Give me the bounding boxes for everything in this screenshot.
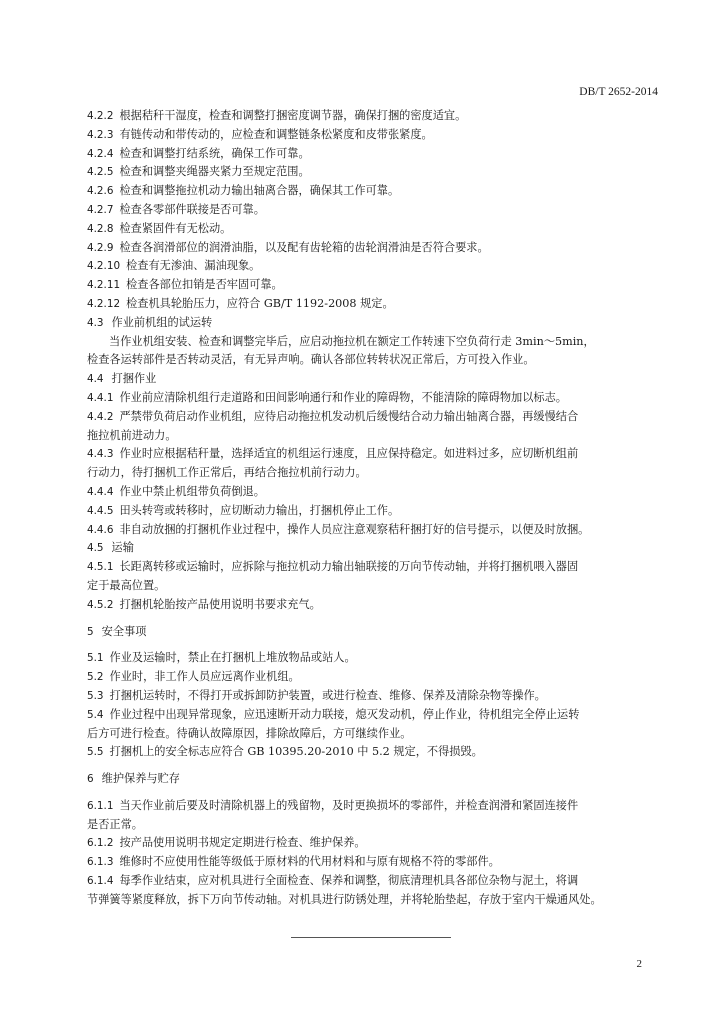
clause-text: 检查各部位扣销是否牢固可靠。 (126, 278, 283, 292)
text-line (87, 351, 657, 370)
clause-number: 4.4.5 (87, 504, 114, 517)
clause-number: 4.5 (87, 542, 104, 555)
clause-text: 维护保养与贮存 (101, 772, 180, 786)
clause-number: 5.1 (87, 652, 104, 665)
clause-text: 行动力，待打捆机工作正常后，再结合拖拉机前行动力。 (87, 466, 367, 480)
section-heading (87, 770, 657, 789)
clause-text: 检查和调整夹绳器夹紧力至规定范围。 (119, 165, 310, 179)
section-gap (87, 641, 657, 649)
text-line (87, 239, 657, 258)
clause-text: 检查各零部件联接是否可靠。 (119, 202, 265, 216)
clause-text: 运输 (111, 541, 134, 555)
text-line (87, 558, 657, 577)
clause-text: 每季作业结束，应对机具进行全面检查、保养和调整，彻底清理机具各部位杂物与泥土，将调 (119, 874, 579, 888)
clause-text: 作业前应清除机组行走道路和田间影响通行和作业的障碍物，不能清除的障碍物加以标志。 (119, 390, 567, 404)
text-line (87, 853, 657, 872)
text-line (87, 464, 657, 483)
clause-text: 田头转弯或转移时，应切断动力输出，打捆机停止工作。 (119, 503, 400, 517)
clause-text: 作业过程中出现异常现象，应迅速断开动力联接，熄灭发动机，停止作业，待机组完全停止运转 (109, 707, 580, 721)
clause-number: 4.2.10 (87, 260, 121, 273)
clause-text: 打捆机运转时，不得打开或拆卸防护装置，或进行检查、维修、保养及清除杂物等操作。 (109, 688, 546, 702)
clause-number: 4.2.12 (87, 297, 121, 310)
clause-number: 5.3 (87, 689, 104, 702)
clause-number: 4.2.7 (87, 203, 114, 216)
text-line (87, 596, 657, 615)
clause-number: 5 (87, 625, 94, 638)
clause-text: 拖拉机前进动力。 (87, 428, 177, 442)
clause-number: 4.5.2 (87, 598, 114, 611)
clause-number: 4.4 (87, 373, 104, 386)
clause-text: 检查和调整拖拉机动力输出轴离合器，确保其工作可靠。 (119, 184, 400, 198)
clause-text: 检查各运转部件是否转动灵活，有无异声响。确认各部位转转状况正常后，方可投入作业。 (87, 353, 535, 367)
clause-text: 有链传动和带传动的，应检查和调整链条松紧度和皮带张紧度。 (119, 127, 433, 141)
clause-text: 是否正常。 (87, 817, 143, 831)
section-heading (87, 623, 657, 642)
clause-text: 打捆机轮胎按产品使用说明书要求充气。 (119, 597, 321, 611)
text-line (87, 706, 657, 725)
clause-number: 4.4.4 (87, 485, 114, 498)
clause-number: 5.2 (87, 671, 104, 684)
text-line (87, 126, 657, 145)
section-gap (87, 789, 657, 797)
text-line (87, 257, 657, 276)
text-line (87, 201, 657, 220)
clause-number: 4.2.11 (87, 279, 121, 292)
text-line (87, 333, 657, 352)
section-heading (87, 314, 657, 333)
clause-number: 6.1.1 (87, 799, 114, 812)
section-heading (87, 539, 657, 558)
text-line (87, 872, 657, 891)
text-line (87, 145, 657, 164)
clause-number: 6 (87, 773, 94, 786)
clause-number: 4.2.4 (87, 147, 114, 160)
text-line (87, 483, 657, 502)
section-gap (87, 615, 657, 623)
text-line (87, 408, 657, 427)
text-line (87, 891, 657, 910)
clause-text: 检查机具轮胎压力，应符合 GB/T 1192-2008 规定。 (126, 296, 394, 310)
clause-text: 非自动放捆的打捆机作业过程中，操作人员应注意观察秸秆捆打好的信号提示，以便及时放捆。 (119, 522, 590, 536)
text-line (87, 182, 657, 201)
text-line (87, 649, 657, 668)
clause-number: 4.2.2 (87, 110, 114, 122)
clause-text: 节弹簧等紧度释放，拆下万向节传动轴。对机具进行防锈处理，并将轮胎垫起，存放于室内干燥通风处。 (87, 892, 602, 906)
clause-text: 维修时不应使用性能等级低于原材料的代用材料和与原有规格不符的零部件。 (119, 855, 500, 869)
clause-text: 检查和调整打结系统，确保工作可靠。 (119, 146, 310, 160)
text-line (87, 427, 657, 446)
clause-number: 4.3 (87, 316, 104, 329)
text-line (87, 107, 657, 126)
clause-text: 严禁带负荷启动作业机组，应待启动拖拉机发动机后缓慢结合动力输出轴离合器，再缓慢结合 (119, 409, 579, 423)
clause-text: 长距离转移或运输时，应拆除与拖拉机动力输出轴联接的万向节传动轴，并将打捆机喂入器固 (119, 560, 579, 574)
clause-text: 作业时，非工作人员应远离作业机组。 (109, 670, 300, 684)
clause-number: 4.2.5 (87, 166, 114, 179)
document-id: DB/T 2652-2014 (579, 86, 658, 98)
text-line (87, 389, 657, 408)
clause-text: 打捆作业 (111, 372, 157, 386)
text-line (87, 276, 657, 295)
clause-text: 作业时应根据秸秆量，选择适宜的机组运行速度，且应保持稳定。如进料过多，应切断机组前 (119, 447, 579, 461)
text-line (87, 502, 657, 521)
clause-number: 5.5 (87, 746, 104, 759)
clause-number: 4.4.3 (87, 448, 114, 461)
clause-number: 4.4.2 (87, 410, 114, 423)
clause-text: 检查紧固件有无松动。 (119, 221, 232, 235)
clause-text: 检查各润滑部位的润滑油脂，以及配有齿轮箱的齿轮润滑油是否符合要求。 (119, 240, 489, 254)
clause-text: 作业及运输时，禁止在打捆机上堆放物品或站人。 (109, 651, 356, 665)
text-line (87, 295, 657, 314)
text-line (87, 445, 657, 464)
clause-text: 作业前机组的试运转 (111, 315, 213, 329)
text-line (87, 725, 657, 744)
document-body (87, 107, 657, 910)
text-line (87, 220, 657, 239)
section-gap (87, 762, 657, 770)
text-line (87, 743, 657, 762)
text-line (87, 834, 657, 853)
clause-text: 作业中禁止机组带负荷倒退。 (119, 484, 265, 498)
clause-text: 安全事项 (101, 624, 147, 638)
clause-text: 根据秸秆干湿度，检查和调整打捆密度调节器，确保打捆的密度适宜。 (119, 109, 467, 122)
text-line (87, 577, 657, 596)
section-heading (87, 370, 657, 389)
clause-number: 6.1.3 (87, 856, 114, 869)
text-line (87, 797, 657, 816)
end-rule (291, 937, 451, 938)
clause-number: 6.1.2 (87, 837, 114, 850)
clause-number: 4.2.6 (87, 185, 114, 198)
page-number: 2 (636, 958, 642, 970)
text-line (87, 687, 657, 706)
clause-text: 当天作业前后要及时清除机器上的残留物，及时更换损坏的零部件，并检查润滑和紧固连接件 (119, 798, 579, 812)
text-line (87, 816, 657, 835)
clause-text: 检查有无渗油、漏油现象。 (126, 259, 261, 273)
clause-number: 4.2.3 (87, 128, 114, 141)
clause-text: 后方可进行检查。待确认故障原因，排除故障后，方可继续作业。 (87, 726, 412, 740)
clause-number: 4.2.9 (87, 241, 114, 254)
clause-number: 4.5.1 (87, 561, 114, 574)
clause-number: 4.4.6 (87, 523, 114, 536)
text-line (87, 163, 657, 182)
clause-text: 按产品使用说明书规定定期进行检查、维护保养。 (119, 836, 366, 850)
clause-number: 5.4 (87, 708, 104, 721)
text-line (87, 668, 657, 687)
clause-number: 6.1.4 (87, 875, 114, 888)
clause-number: 4.4.1 (87, 391, 114, 404)
clause-text: 定于最高位置。 (87, 578, 166, 592)
clause-text: 打捆机上的安全标志应符合 GB 10395.20-2010 中 5.2 规定，不得损毁。 (109, 745, 483, 759)
clause-text: 当作业机组安装、检查和调整完毕后，应启动拖拉机在额定工作转速下空负荷行走 3min～5min， (109, 334, 595, 348)
clause-number: 4.2.8 (87, 222, 114, 235)
text-line (87, 521, 657, 540)
